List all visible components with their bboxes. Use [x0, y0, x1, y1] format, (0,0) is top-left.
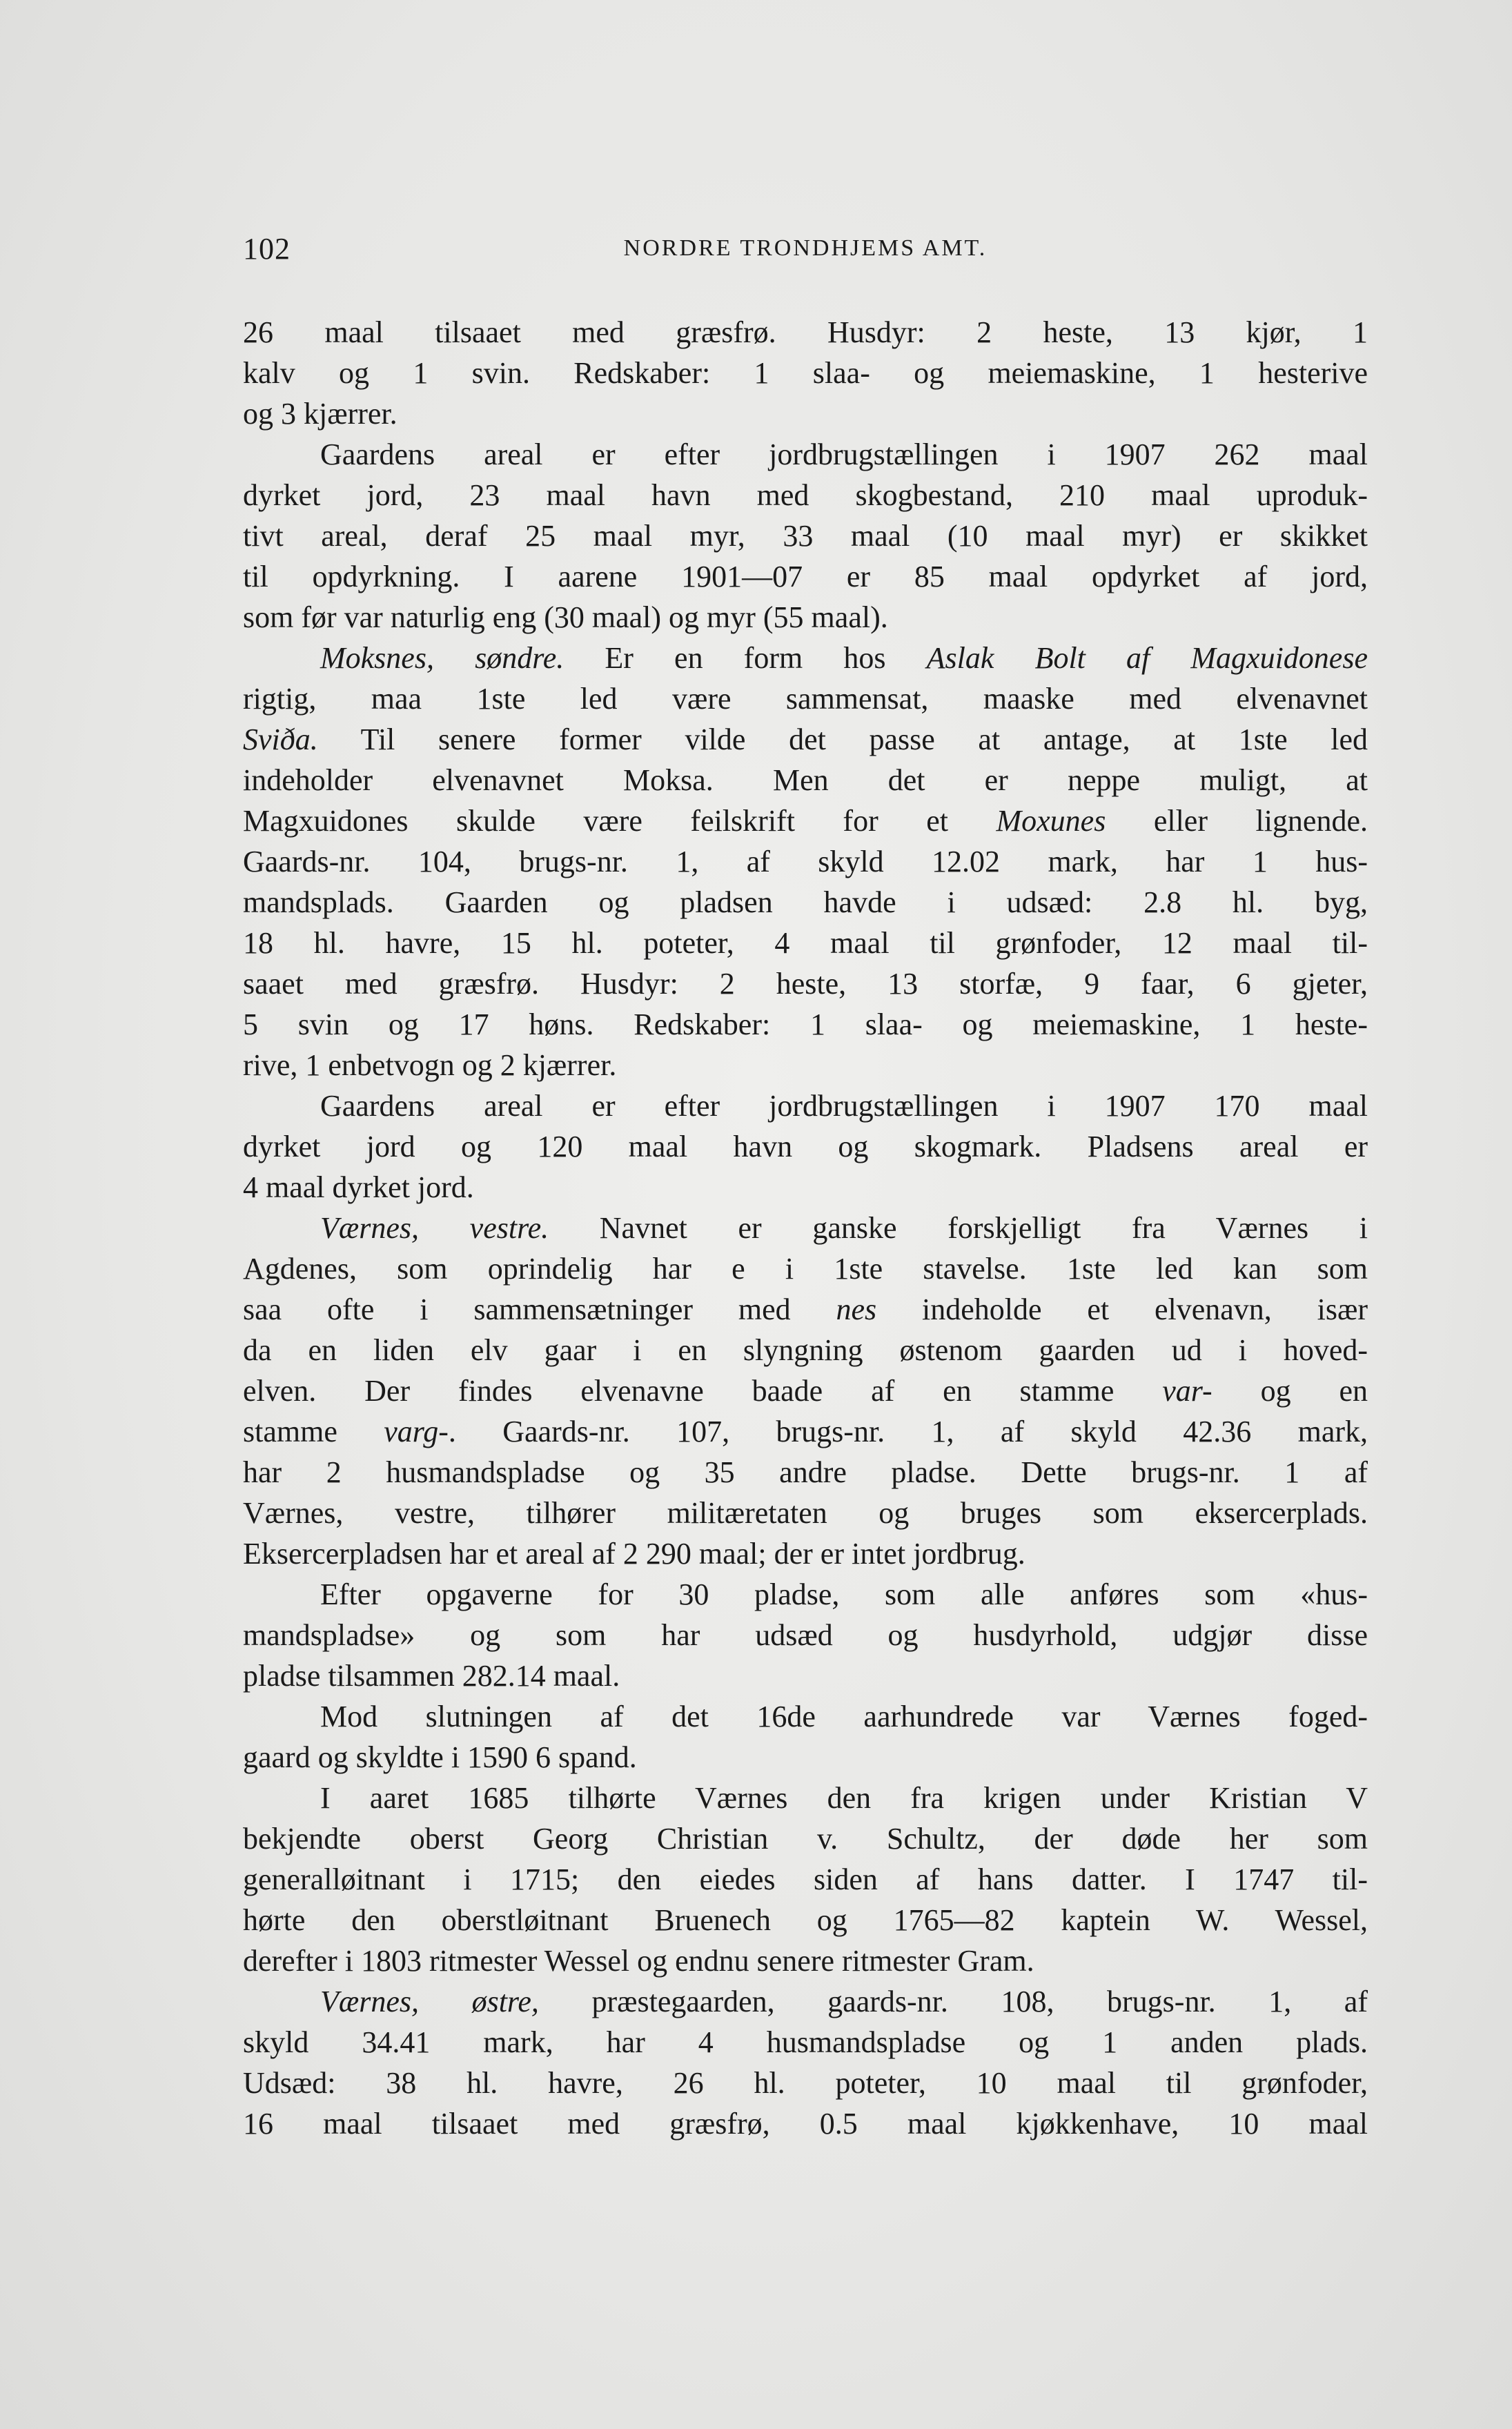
text-line: [243, 597, 1368, 638]
text-line: [243, 434, 1368, 475]
text-run: hørte den oberstløitnant Bruenech og 1765—82 kaptein W. Wessel,: [243, 1903, 1368, 1937]
text-run: Navnet er ganske forskjelligt fra Værnes i: [549, 1211, 1368, 1245]
text-line: [243, 1004, 1368, 1045]
text-line: [243, 1493, 1368, 1533]
text-run: indeholde et elvenavn, især: [876, 1292, 1368, 1326]
text-line: [243, 1533, 1368, 1574]
text-run: skyld 34.41 mark, har 4 husmandspladse og 1 anden plads.: [243, 2025, 1368, 2059]
text-run: generalløitnant i 1715; den eiedes siden af hans datter. I 1747 til-: [243, 1862, 1368, 1896]
text-line: [243, 963, 1368, 1004]
italic-text: Moxunes: [996, 804, 1106, 838]
text-line: [243, 475, 1368, 515]
text-run: bekjendte oberst Georg Christian v. Schultz, der døde her som: [243, 1822, 1368, 1856]
text-line: [243, 515, 1368, 556]
text-run: saaet med græsfrø. Husdyr: 2 heste, 13 storfæ, 9 faar, 6 gjeter,: [243, 967, 1368, 1001]
text-line: [243, 760, 1368, 800]
text-line: [243, 1615, 1368, 1655]
text-run: Agdenes, som oprindelig har e i 1ste stavelse. 1ste led kan som: [243, 1252, 1368, 1286]
text-line: [243, 678, 1368, 719]
text-run: Til senere former vilde det passe at antage, at 1ste led: [317, 722, 1368, 756]
body-text: [243, 312, 1368, 2144]
text-run: Magxuidones skulde være feilskrift for et: [243, 804, 996, 838]
text-line: [243, 1696, 1368, 1737]
italic-text: Aslak Bolt af Magxuidonese: [926, 641, 1368, 675]
text-run: indeholder elvenavnet Moksa. Men det er neppe muligt, at: [243, 763, 1368, 797]
text-run: Gaardens areal er efter jordbrugstællingen i 1907 262 maal: [320, 437, 1368, 471]
italic-text: varg-: [384, 1415, 449, 1448]
text-line: [243, 638, 1368, 678]
italic-text: Værnes, østre,: [320, 1985, 539, 2018]
text-run: derefter i 1803 ritmester Wessel og endnu senere ritmester Gram.: [243, 1944, 1034, 1978]
text-run: Er en form hos: [564, 641, 927, 675]
page-header: [243, 231, 1368, 273]
text-line: [243, 1208, 1368, 1248]
text-line: [243, 882, 1368, 923]
text-run: og en: [1212, 1374, 1368, 1408]
text-run: . Gaards-nr. 107, brugs-nr. 1, af skyld 42.36 mark,: [448, 1415, 1368, 1448]
text-run: 16 maal tilsaaet med græsfrø, 0.5 maal kjøkkenhave, 10 maal: [243, 2107, 1368, 2141]
running-title: NORDRE TRONDHJEMS AMT.: [623, 235, 988, 261]
text-run: og 3 kjærrer.: [243, 397, 397, 431]
text-run: 18 hl. havre, 15 hl. poteter, 4 maal til grønfoder, 12 maal til-: [243, 926, 1368, 960]
text-run: 26 maal tilsaaet med græsfrø. Husdyr: 2 heste, 13 kjør, 1: [243, 315, 1368, 349]
text-run: 5 svin og 17 høns. Redskaber: 1 slaa- og meiemaskine, 1 heste-: [243, 1007, 1368, 1041]
text-line: [243, 1655, 1368, 1696]
text-run: stamme: [243, 1415, 384, 1448]
text-line: [243, 1778, 1368, 1818]
text-line: [243, 2022, 1368, 2063]
italic-text: Moksnes, søndre.: [320, 641, 564, 675]
text-run: som før var naturlig eng (30 maal) og myr (55 maal).: [243, 600, 888, 634]
text-line: [243, 719, 1368, 760]
text-run: Efter opgaverne for 30 pladse, som alle anføres som «hus-: [320, 1577, 1368, 1611]
text-run: Udsæd: 38 hl. havre, 26 hl. poteter, 10 maal til grønfoder,: [243, 2066, 1368, 2100]
text-line: [243, 1818, 1368, 1859]
text-run: dyrket jord, 23 maal havn med skogbestand, 210 maal uproduk-: [243, 478, 1368, 512]
text-line: [243, 923, 1368, 963]
text-line: [243, 1289, 1368, 1330]
text-line: [243, 1574, 1368, 1615]
text-run: Eksercerpladsen har et areal af 2 290 maal; der er intet jordbrug.: [243, 1537, 1025, 1571]
text-run: kalv og 1 svin. Redskaber: 1 slaa- og meiemaskine, 1 hesterive: [243, 356, 1368, 390]
text-run: 4 maal dyrket jord.: [243, 1170, 474, 1204]
text-run: Gaards-nr. 104, brugs-nr. 1, af skyld 12.02 mark, har 1 hus-: [243, 845, 1368, 878]
text-run: eller lignende.: [1106, 804, 1368, 838]
text-line: [243, 800, 1368, 841]
text-run: rive, 1 enbetvogn og 2 kjærrer.: [243, 1048, 617, 1082]
italic-text: var-: [1162, 1374, 1212, 1408]
italic-text: nes: [836, 1292, 877, 1326]
text-line: [243, 556, 1368, 597]
text-run: rigtig, maa 1ste led være sammensat, maaske med elvenavnet: [243, 682, 1368, 716]
text-run: I aaret 1685 tilhørte Værnes den fra krigen under Kristian V: [320, 1781, 1368, 1815]
text-line: [243, 2103, 1368, 2144]
text-run: dyrket jord og 120 maal havn og skogmark. Pladsens areal er: [243, 1130, 1368, 1163]
text-line: [243, 393, 1368, 434]
text-run: gaard og skyldte i 1590 6 spand.: [243, 1740, 637, 1774]
text-run: har 2 husmandspladse og 35 andre pladse. Dette brugs-nr. 1 af: [243, 1455, 1368, 1489]
text-line: [243, 1085, 1368, 1126]
text-run: tivt areal, deraf 25 maal myr, 33 maal (10 maal myr) er skikket: [243, 519, 1368, 553]
text-line: [243, 1859, 1368, 1900]
text-run: Gaardens areal er efter jordbrugstællingen i 1907 170 maal: [320, 1089, 1368, 1123]
text-line: [243, 312, 1368, 353]
text-run: elven. Der findes elvenavne baade af en stamme: [243, 1374, 1163, 1408]
text-line: [243, 1940, 1368, 1981]
text-line: [243, 1981, 1368, 2022]
italic-text: Sviða.: [243, 722, 318, 756]
text-line: [243, 1126, 1368, 1167]
text-run: mandsplads. Gaarden og pladsen havde i udsæd: 2.8 hl. byg,: [243, 885, 1368, 919]
text-line: [243, 1045, 1368, 1085]
text-line: [243, 1411, 1368, 1452]
text-run: saa ofte i sammensætninger med: [243, 1292, 836, 1326]
italic-text: Værnes, vestre.: [320, 1211, 549, 1245]
text-line: [243, 1248, 1368, 1289]
text-run: Værnes, vestre, tilhører militæretaten og bruges som eksercerplads.: [243, 1496, 1368, 1530]
text-line: [243, 841, 1368, 882]
text-line: [243, 2063, 1368, 2103]
text-run: til opdyrkning. I aarene 1901—07 er 85 maal opdyrket af jord,: [243, 560, 1368, 593]
text-run: præstegaarden, gaards-nr. 108, brugs-nr. 1, af: [538, 1985, 1368, 2018]
text-line: [243, 1452, 1368, 1493]
text-line: [243, 1737, 1368, 1778]
text-line: [243, 1900, 1368, 1940]
text-line: [243, 1330, 1368, 1370]
text-run: mandspladse» og som har udsæd og husdyrhold, udgjør disse: [243, 1618, 1368, 1652]
text-run: da en liden elv gaar i en slyngning østenom gaarden ud i hoved-: [243, 1333, 1368, 1367]
page-number: 102: [243, 232, 291, 266]
text-line: [243, 1167, 1368, 1208]
text-run: pladse tilsammen 282.14 maal.: [243, 1659, 620, 1693]
text-line: [243, 1370, 1368, 1411]
text-run: Mod slutningen af det 16de aarhundrede var Værnes foged-: [320, 1700, 1368, 1733]
text-line: [243, 353, 1368, 393]
